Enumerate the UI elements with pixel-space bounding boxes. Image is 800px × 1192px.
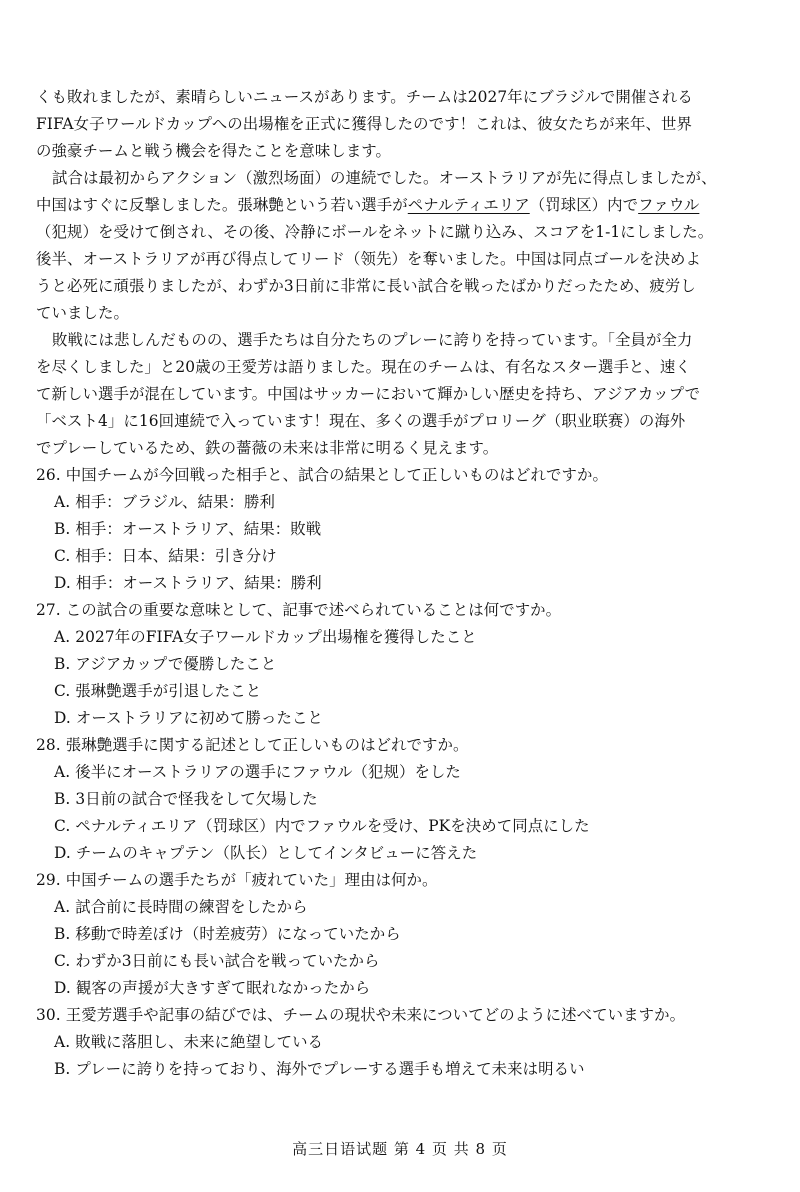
text-line: 試合は最初からアクション（激烈场面）の連続でした。オーストラリアが先に得点しましたが、 <box>52 169 717 187</box>
question-stem: 29. 中国チームの選手たちが「疲れていた」理由は何か。 <box>36 871 438 889</box>
option-c: C. 張琳艶選手が引退したこと <box>54 682 262 700</box>
exam-body <box>36 84 766 1083</box>
text-line: うと必死に頑張りましたが、わずか3日前に非常に長い試合を戦ったばかりだったため、疲労し <box>36 277 696 295</box>
text-line: くも敗れましたが、素晴らしいニュースがあります。チームは2027年にブラジルで開催される <box>36 88 693 106</box>
paragraph-1 <box>36 84 766 165</box>
underlined-term: ペナルティエリア <box>407 196 530 214</box>
text-segment: 中国はすぐに反撃しました。張琳艶という若い選手が <box>36 196 408 214</box>
question-26 <box>36 462 766 597</box>
page-footer: 高三日语试题 第 4 页 共 8 页 <box>292 1140 508 1158</box>
question-30 <box>36 1002 766 1083</box>
paragraph-2 <box>36 165 766 327</box>
option-a: A. 後半にオーストラリアの選手にファウル（犯规）をした <box>54 763 461 781</box>
option-a: A. 2027年のFIFA女子ワールドカップ出場権を獲得したこと <box>54 628 477 646</box>
option-d: D. 観客の声援が大きすぎて眠れなかったから <box>54 979 371 997</box>
option-d: D. オーストラリアに初めて勝ったこと <box>54 709 323 727</box>
text-line <box>36 192 766 219</box>
underlined-term: ファウル <box>638 196 700 214</box>
option-c: C. ペナルティエリア（罚球区）内でファウルを受け、PKを決めて同点にした <box>54 817 590 835</box>
text-line: （犯规）を受けて倒され、その後、冷静にボールをネットに蹴り込み、スコアを1-1にしました。 <box>36 223 714 241</box>
option-b: B. アジアカップで優勝したこと <box>54 655 277 673</box>
text-line: の強豪チームと戦う機会を得たことを意味します。 <box>36 142 392 160</box>
option-d: D. 相手：オーストラリア、結果：勝利 <box>54 574 322 592</box>
option-c: C. わずか3日前にも長い試合を戦っていたから <box>54 952 380 970</box>
option-a: A. 試合前に長時間の練習をしたから <box>54 898 308 916</box>
option-a: A. 敗戦に落胆し、未来に絶望している <box>54 1033 324 1051</box>
question-29 <box>36 867 766 1002</box>
question-stem: 28. 張琳艶選手に関する記述として正しいものはどれですか。 <box>36 736 469 754</box>
text-line: て新しい選手が混在しています。中国はサッカーにおいて輝かしい歴史を持ち、アジアカップで <box>36 385 701 403</box>
text-line: でプレーしているため、鉄の薔薇の未来は非常に明るく見えます。 <box>36 439 499 457</box>
question-stem: 27. この試合の重要な意味として、記事で述べられていることは何ですか。 <box>36 601 562 619</box>
option-b: B. 3日前の試合で怪我をして欠場した <box>54 790 318 808</box>
option-a: A. 相手：ブラジル、結果：勝利 <box>54 493 275 511</box>
text-line: を尽くしました」と20歳の王愛芳は語りました。現在のチームは、有名なスター選手と、速く <box>36 358 691 376</box>
text-line: FIFA女子ワールドカップへの出場権を正式に獲得したのです！これは、彼女たちが来年、世界 <box>36 115 693 133</box>
option-b: B. 移動で時差ぼけ（时差疲劳）になっていたから <box>54 925 401 943</box>
question-27 <box>36 597 766 732</box>
question-stem: 26. 中国チームが今回戦った相手と、試合の結果として正しいものはどれですか。 <box>36 466 608 484</box>
option-b: B. プレーに誇りを持っており、海外でプレーする選手も増えて未来は明るい <box>54 1060 585 1078</box>
text-line: 後半、オーストラリアが再び得点してリード（领先）を奪いました。中国は同点ゴールを決めよ <box>36 250 702 268</box>
text-line: 敗戦には悲しんだものの、選手たちは自分たちのプレーに誇りを持っています。「全員が全力 <box>52 331 693 349</box>
option-d: D. チームのキャプテン（队长）としてインタビューに答えた <box>54 844 478 862</box>
passage <box>36 84 766 462</box>
paragraph-3 <box>36 327 766 462</box>
text-line: ていました。 <box>36 304 129 322</box>
text-segment: （罚球区）内で <box>529 196 639 214</box>
option-b: B. 相手：オーストラリア、結果：敗戦 <box>54 520 322 538</box>
question-28 <box>36 732 766 867</box>
text-line: 「ベスト4」に16回連続で入っています！現在、多くの選手がプロリーグ（职业联赛）の海外 <box>36 412 686 430</box>
question-stem: 30. 王愛芳選手や記事の結びでは、チームの現状や未来についてどのように述べていますか。 <box>36 1006 686 1024</box>
option-c: C. 相手：日本、結果：引き分け <box>54 547 277 565</box>
